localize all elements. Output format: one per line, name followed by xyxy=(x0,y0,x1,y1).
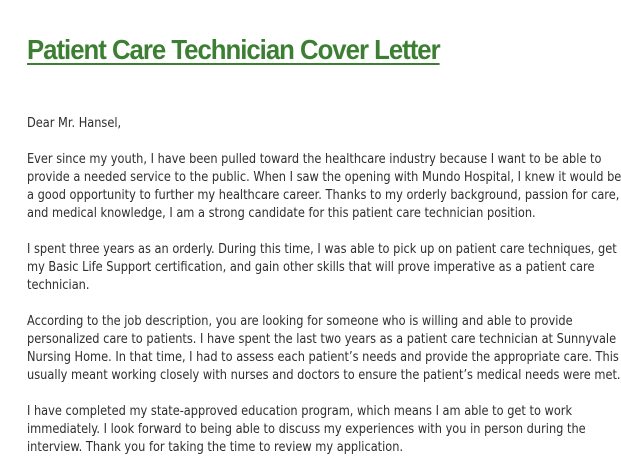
text-line: I spent three years as an orderly. During this time, I was able to pick up on patient care techniques, get xyxy=(27,242,617,257)
salutation: Dear Mr. Hansel, xyxy=(27,116,122,131)
text-line: technician. xyxy=(27,278,90,293)
text-line: interview. Thank you for taking the time to review my application. xyxy=(27,440,404,455)
paragraph-4 xyxy=(27,403,586,457)
text-line: usually meant working closely with nurses and doctors to ensure the patient’s medical needs were met. xyxy=(27,368,621,383)
text-line: I have completed my state-approved education program, which means I am able to get to work xyxy=(27,404,573,419)
text-line: a good opportunity to further my healthcare career. Thanks to my orderly background, passion for care, xyxy=(27,188,620,203)
text-line: and medical knowledge, I am a strong candidate for this patient care technician position. xyxy=(27,206,536,221)
letter-body xyxy=(27,115,621,475)
text-line: According to the job description, you are looking for someone who is willing and able to provide xyxy=(27,314,573,329)
paragraph-1 xyxy=(27,151,621,223)
text-line: my Basic Life Support certification, and gain other skills that will prove imperative as a patient care xyxy=(27,260,595,275)
text-line: provide a needed service to the public. When I saw the opening with Mundo Hospital, I knew it would be xyxy=(27,170,621,185)
text-line: personalized care to patients. I have spent the last two years as a patient care technician at Sunnyvale xyxy=(27,332,617,347)
paragraph-3 xyxy=(27,313,621,385)
text-line: Nursing Home. In that time, I had to assess each patient’s needs and provide the appropriate care. This xyxy=(27,350,619,365)
text-line: immediately. I look forward to being able to discuss my experiences with you in person during the xyxy=(27,422,586,437)
paragraph-2 xyxy=(27,241,617,295)
page-title: Patient Care Technician Cover Letter xyxy=(27,34,440,65)
text-line: Ever since my youth, I have been pulled toward the healthcare industry because I want to be able to xyxy=(27,152,602,167)
